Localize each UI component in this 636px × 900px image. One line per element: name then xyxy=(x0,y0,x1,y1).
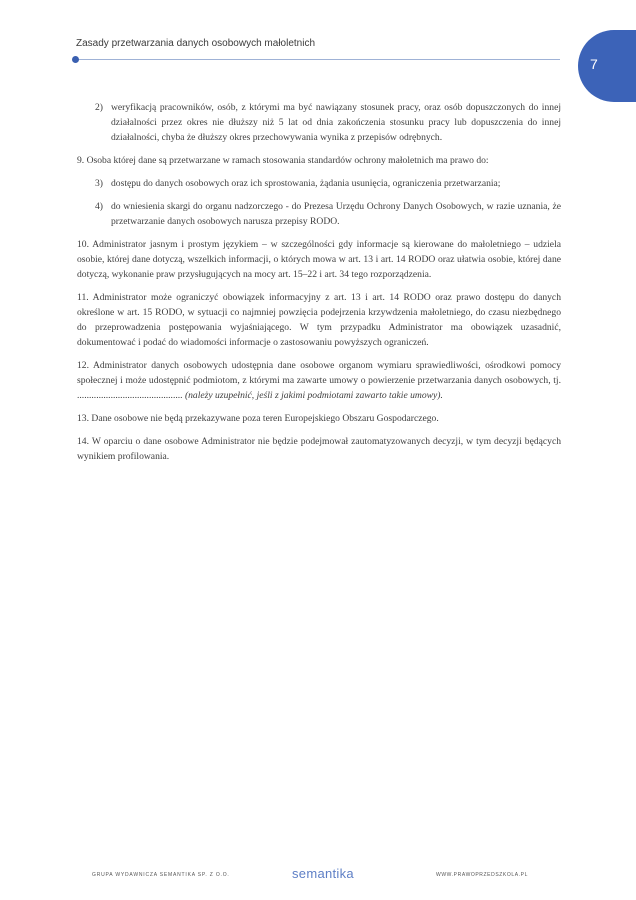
paragraph-9: 9. Osoba której dane są przetwarzane w ramach stosowania standardów ochrony małoletnich ma prawo do: xyxy=(77,155,489,166)
list-number: 4) xyxy=(95,201,103,212)
page-number: 7 xyxy=(590,56,598,72)
list-text: weryfikacją pracowników, osób, z którymi ma być nawiązany stosunek pracy, oraz osób dopuszczonych do innej działalności przez okres nie dłuższy niż 5 lat od dnia zakończenia stosunku pracy lub dopuszczenia do innej działalności, chyba że dłuższy okres przechowywania wynika z przepisów odrębnych. xyxy=(111,102,561,143)
list-item xyxy=(77,100,561,145)
paragraph-12-text: 12. Administrator danych osobowych udostępnia dane osobowe organom wymiaru sprawiedliwości, ośrodkowi pomocy społecznej i może udostępnić podmiotom, z którymi ma zawarte umowy o powierzenie przetwarzania danych osobowych, tj. ............................................ xyxy=(77,360,561,401)
list-text: do wniesienia skargi do organu nadzorczego - do Prezesa Urzędu Ochrony Danych Osobowych, w razie uznania, że przetwarzanie danych osobowych narusza przepisy RODO. xyxy=(111,201,561,227)
list-item xyxy=(77,199,561,229)
list-number: 3) xyxy=(95,178,103,189)
header-dot-icon xyxy=(72,56,79,63)
document-body xyxy=(77,100,561,472)
list-text: dostępu do danych osobowych oraz ich sprostowania, żądania usunięcia, ograniczenia przetwarzania; xyxy=(111,178,501,189)
footer-website: WWW.PRAWOPRZEDSZKOLA.PL xyxy=(436,872,528,878)
page-number-tab xyxy=(578,30,636,102)
running-header: Zasady przetwarzania danych osobowych małoletnich xyxy=(76,38,316,49)
paragraph-11: 11. Administrator może ograniczyć obowiązek informacyjny z art. 13 i art. 14 RODO oraz prawo dostępu do danych określone w art. 15 RODO, w sytuacji co najmniej powzięcia podejrzenia krzywdzenia małoletniego, do czasu niezbędnego do przeprowadzenia postępowania wyjaśniającego. W tym przypadku Administrator ma obowiązek uzasadnić, dokumentować i podać do wiadomości informacje o zastosowaniu powyższych ograniczeń. xyxy=(77,292,561,348)
list-number: 2) xyxy=(95,102,103,113)
paragraph-13: 13. Dane osobowe nie będą przekazywane poza teren Europejskiego Obszaru Gospodarczego. xyxy=(77,413,439,424)
header-rule xyxy=(76,59,560,60)
paragraph-12-note: (należy uzupełnić, jeśli z jakimi podmiotami zawarto takie umowy). xyxy=(184,390,443,401)
footer-logo: semantika xyxy=(292,866,354,881)
list-item xyxy=(77,176,561,191)
paragraph-12 xyxy=(77,358,561,403)
paragraph-14: 14. W oparciu o dane osobowe Administrator nie będzie podejmował zautomatyzowanych decyzji, w tym decyzji będących wynikiem profilowania. xyxy=(77,436,561,462)
footer-publisher: GRUPA WYDAWNICZA SEMANTIKA SP. Z O.O. xyxy=(92,872,230,878)
paragraph-10: 10. Administrator jasnym i prostym językiem – w szczególności gdy informacje są kierowane do małoletniego – udziela osobie, której dane dotyczą, wszelkich informacji, o których mowa w art. 13 i art. 14 RODO oraz ułatwia osobie, której dane dotyczą, wykonanie praw przysługujących na mocy art. 15–22 i art. 34 tego rozporządzenia. xyxy=(77,239,561,280)
